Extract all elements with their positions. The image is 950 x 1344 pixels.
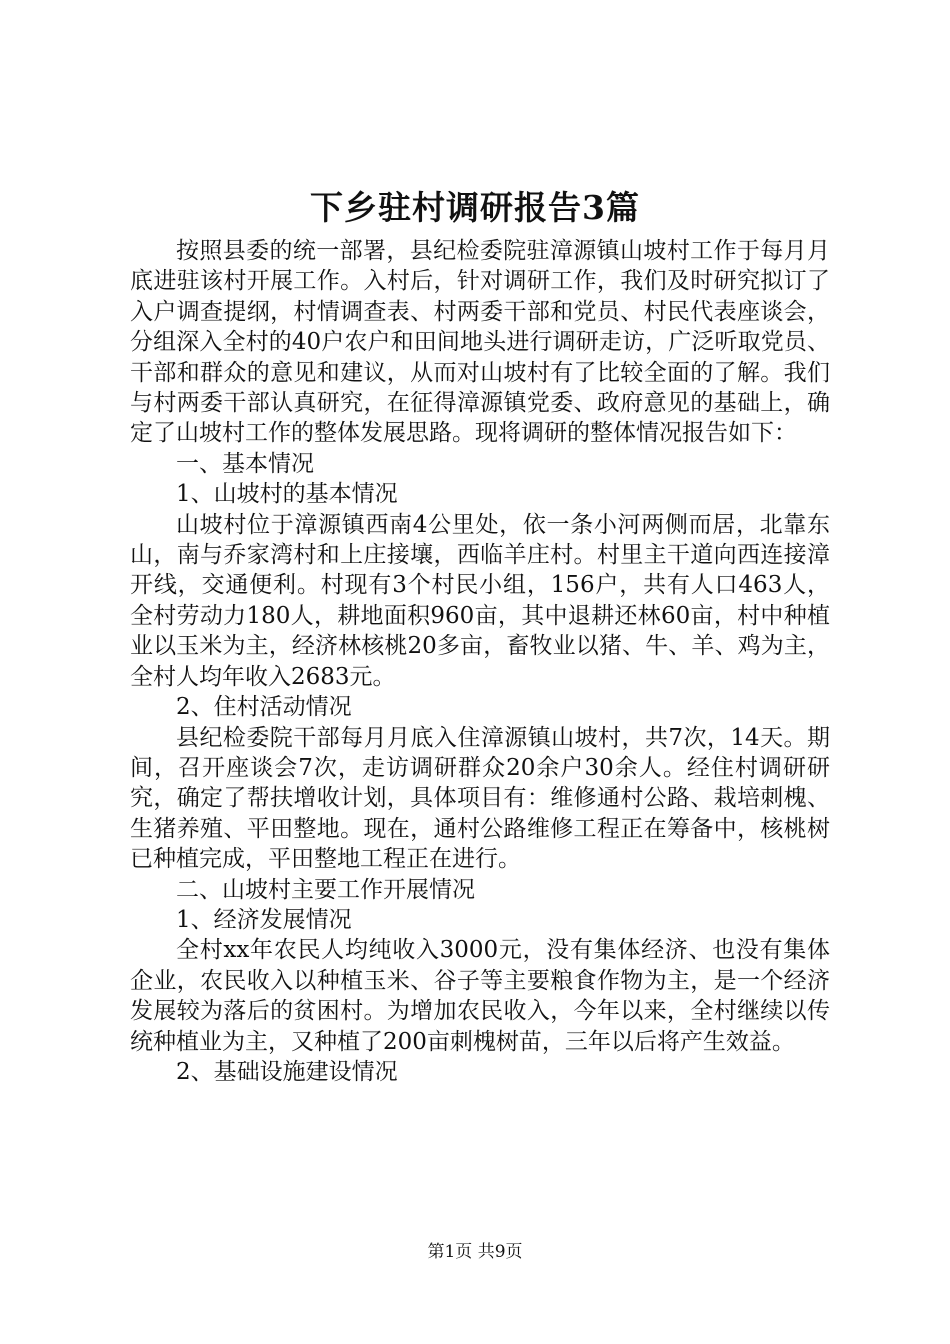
subsection-heading-economic-development: 1、经济发展情况	[176, 906, 352, 933]
page-footer: 第1页 共9页	[427, 1242, 523, 1262]
section-heading-main-work: 二、山坡村主要工作开展情况	[176, 876, 475, 903]
subsection-heading-residency-activities: 2、住村活动情况	[176, 694, 352, 721]
section-heading-basic-info: 一、基本情况	[176, 450, 314, 477]
economic-development-paragraph: 全村xx年农民人均纯收入3000元，没有集体经济、也没有集体企业，农民收入以种植玉米、谷子等主要粮食作物为主，是一个经济发展较为落后的贫困村。为增加农民收入，今年以来，全村继续以传统种植业为主，又种植了200亩刺槐树苗，三年以后将产生效益。	[130, 937, 830, 1055]
subsection-heading-infrastructure: 2、基础设施建设情况	[176, 1058, 398, 1085]
intro-paragraph: 按照县委的统一部署，县纪检委院驻漳源镇山坡村工作于每月月底进驻该村开展工作。入村后，针对调研工作，我们及时研究拟订了入户调查提纲，村情调查表、村两委干部和党员、村民代表座谈会，分组深入全村的40户农户和田间地头进行调研走访，广泛听取党员、干部和群众的意见和建议，从而对山坡村有了比较全面的了解。我们与村两委干部认真研究，在征得漳源镇党委、政府意见的基础上，确定了山坡村工作的整体发展思路。现将调研的整体情况报告如下：	[130, 238, 830, 447]
village-basics-paragraph: 山坡村位于漳源镇西南4公里处，依一条小河两侧而居，北靠东山，南与乔家湾村和上庄接壤，西临羊庄村。村里主干道向西连接漳开线，交通便利。村现有3个村民小组，156户，共有人口463人，全村劳动力180人，耕地面积960亩，其中退耕还林60亩，村中种植业以玉米为主，经济林核桃20多亩，畜牧业以猪、牛、羊、鸡为主，全村人均年收入2683元。	[130, 511, 830, 690]
residency-activities-paragraph: 县纪检委院干部每月月底入住漳源镇山坡村，共7次，14天。期间，召开座谈会7次，走访调研群众20余户30余人。经住村调研研究，确定了帮扶增收计划，具体项目有：维修通村公路、栽培刺槐、生猪养殖、平田整地。现在，通村公路维修工程正在筹备中，核桃树已种植完成，平田整地工程正在进行。	[130, 724, 830, 873]
document-body	[130, 236, 830, 1087]
document-title: 下乡驻村调研报告3篇	[310, 188, 640, 227]
subsection-heading-village-basics: 1、山坡村的基本情况	[176, 481, 398, 508]
